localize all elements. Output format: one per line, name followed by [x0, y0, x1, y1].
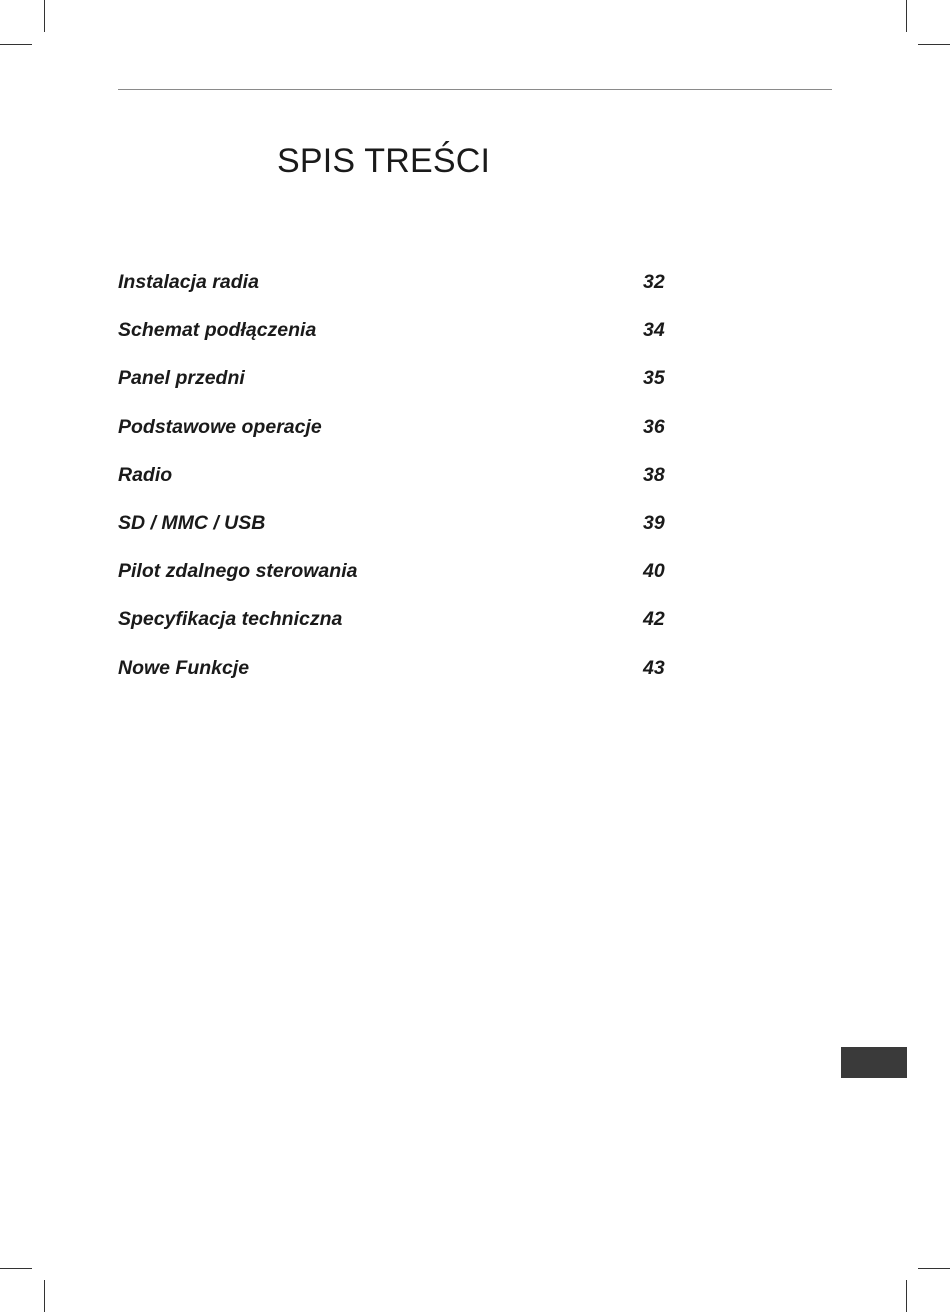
toc-entry	[118, 268, 678, 316]
crop-mark-top-right-horizontal	[918, 44, 950, 45]
toc-entry-page-number: 39	[643, 511, 665, 534]
thumb-index-tab	[841, 1047, 907, 1078]
table-of-contents	[118, 268, 678, 702]
crop-mark-bottom-right-vertical	[906, 1280, 907, 1312]
toc-entry	[118, 461, 678, 509]
crop-mark-top-right-vertical	[906, 0, 907, 32]
toc-entry	[118, 605, 678, 653]
header-rule	[118, 89, 832, 90]
toc-entry-label: Nowe Funkcje	[118, 656, 250, 679]
page-title: SPIS TREŚCI	[277, 142, 491, 180]
toc-entry-page-number: 34	[643, 319, 665, 342]
toc-entry-page-number: 40	[643, 560, 665, 583]
toc-entry-page-number: 35	[643, 367, 665, 390]
toc-entry-label: SD / MMC / USB	[118, 511, 266, 534]
toc-entry	[118, 654, 678, 702]
toc-entry-page-number: 36	[643, 415, 665, 438]
toc-entry-label: Radio	[118, 463, 173, 486]
toc-entry-label: Pilot zdalnego sterowania	[118, 560, 358, 583]
toc-entry-page-number: 43	[643, 656, 665, 679]
toc-entry-label: Podstawowe operacje	[118, 415, 322, 438]
toc-entry	[118, 413, 678, 461]
crop-mark-bottom-left-vertical	[44, 1280, 45, 1312]
toc-entry	[118, 557, 678, 605]
toc-entry-page-number: 42	[643, 608, 665, 631]
toc-entry	[118, 316, 678, 364]
toc-entry-page-number: 32	[643, 271, 665, 293]
toc-entry-page-number: 38	[643, 463, 665, 486]
toc-entry	[118, 509, 678, 557]
crop-mark-top-left-vertical	[44, 0, 45, 32]
toc-entry-label: Instalacja radia	[118, 271, 259, 293]
crop-mark-bottom-right-horizontal	[918, 1268, 950, 1269]
crop-mark-top-left-horizontal	[0, 44, 32, 45]
toc-entry-label: Schemat podłączenia	[118, 319, 317, 342]
crop-mark-bottom-left-horizontal	[0, 1268, 32, 1269]
toc-entry-label: Specyfikacja techniczna	[118, 608, 343, 631]
toc-entry-label: Panel przedni	[118, 367, 245, 390]
toc-entry	[118, 364, 678, 412]
